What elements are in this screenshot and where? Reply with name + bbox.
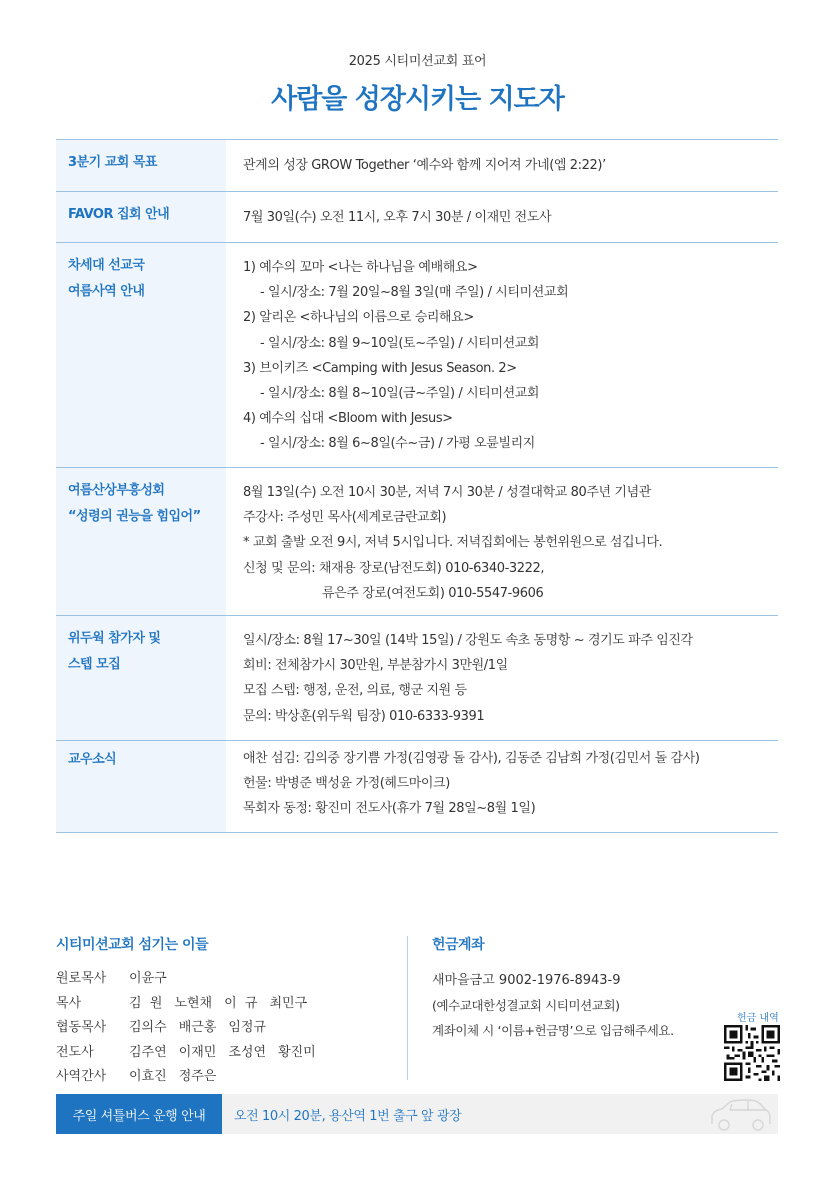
row-content <box>226 741 778 832</box>
row-content <box>226 468 778 615</box>
announcement-row-revival <box>56 468 778 616</box>
announcement-row-summer-ministry <box>56 243 778 468</box>
announcement-row-member-news <box>56 741 778 833</box>
content-line: 애찬 섬김: 김의중 장기쁨 가정(김영광 돌 감사), 김동준 김남희 가정(김민서 돌 감사) <box>243 751 700 766</box>
staff-role: 전도사 <box>56 1044 94 1060</box>
announcement-row-favor <box>56 192 778 243</box>
content-line: 헌물: 박병준 백성윤 가정(헤드마이크) <box>243 776 450 792</box>
staff-title: 시티미션교회 섬기는 이들 <box>56 937 209 953</box>
content-line: * 교회 출발 오전 9시, 저녁 5시입니다. 저녁집회에는 봉헌위원으로 섬깁니다. <box>243 535 663 551</box>
staff-name: 이효진 <box>129 1069 167 1084</box>
shuttle-bus-info: 오전 10시 20분, 용산역 1번 출구 앞 광장 <box>234 1108 462 1124</box>
staff-name: 김주연 <box>129 1044 167 1060</box>
row-content <box>226 192 778 242</box>
content-line: 8월 13일(수) 오전 10시 30분, 저녁 7시 30분 / 성결대학교 80주년 기념관 <box>243 485 651 500</box>
row-label: 여름산상부흥성회 “성령의 권능을 힘입어” <box>56 468 226 615</box>
staff-row <box>56 1041 406 1066</box>
announcement-row-goal <box>56 140 778 192</box>
offering-title: 헌금계좌 <box>432 937 485 953</box>
section-divider <box>407 936 408 1080</box>
staff-name: 최민구 <box>269 995 308 1011</box>
staff-row <box>56 1016 406 1041</box>
row-label: 차세대 선교국 여름사역 안내 <box>56 243 226 467</box>
content-line: 7월 30일(수) 오전 11시, 오후 7시 30분 / 이재민 전도사 <box>243 210 552 225</box>
content-line: - 일시/장소: 7월 20일~8월 3일(매 주일) / 시티미션교회 <box>260 285 569 301</box>
staff-name: 조성연 <box>228 1044 267 1060</box>
row-label: 3분기 교회 목표 <box>56 140 226 191</box>
content-line: 목회자 동정: 황진미 전도사(휴가 7월 28일~8월 1일) <box>243 801 536 817</box>
staff-role: 원로목사 <box>56 971 107 986</box>
content-line: 일시/장소: 8월 17~30일 (14박 15일) / 강원도 속초 동명항 ~ 경기도 파주 임진각 <box>243 633 693 648</box>
content-line: 모집 스텝: 행정, 운전, 의료, 행군 지원 등 <box>243 683 467 699</box>
motto-subtitle: 2025 시티미션교회 표어 <box>348 54 487 69</box>
staff-name: 배근홍 <box>178 1020 217 1035</box>
announcement-row-wedowalk <box>56 616 778 741</box>
content-line: 문의: 박상훈(위두웍 팀장) 010-6333-9391 <box>243 708 485 724</box>
content-line: 2) 알리온 <하나님의 이름으로 승리해요> <box>243 310 474 326</box>
page-title: 사람을 성장시키는 지도자 <box>271 84 564 115</box>
announcement-table <box>56 139 778 833</box>
content-line: - 일시/장소: 8월 6~8일(수~금) / 가평 오륜빌리지 <box>260 436 535 452</box>
row-content <box>226 616 778 740</box>
car-icon <box>708 1096 772 1132</box>
content-line: 류은주 장로(여전도회) 010-5547-9606 <box>322 585 544 601</box>
staff-row <box>56 992 406 1017</box>
content-line: 1) 예수의 꼬마 <나는 하나님을 예배해요> <box>243 260 478 275</box>
staff-role: 목사 <box>56 995 82 1011</box>
content-line: - 일시/장소: 8월 9~10일(토~주일) / 시티미션교회 <box>260 335 540 351</box>
content-line: 4) 예수의 십대 <Bloom with Jesus> <box>243 411 453 427</box>
staff-name: 이재민 <box>178 1044 217 1060</box>
staff-name: 이윤구 <box>129 971 167 986</box>
account-number: 새마을금고 9002-1976-8943-9 <box>432 973 621 988</box>
row-label: 교우소식 <box>56 741 226 832</box>
shuttle-bus-banner <box>56 1094 778 1134</box>
qr-code-icon[interactable] <box>724 1025 780 1081</box>
staff-name: 정주은 <box>178 1069 217 1084</box>
staff-name: 임정규 <box>228 1020 267 1035</box>
staff-row <box>56 967 406 992</box>
content-line: 3) 브이키즈 <Camping with Jesus Season. 2> <box>243 360 517 376</box>
content-line: 주강사: 주성민 목사(세계로금란교회) <box>243 510 447 526</box>
staff-row <box>56 1065 406 1090</box>
staff-name: 김 원 <box>129 995 163 1011</box>
content-line: 회비: 전체참가시 30만원, 부분참가시 3만원/1일 <box>243 658 508 674</box>
staff-name: 김의수 <box>129 1020 167 1035</box>
staff-role: 사역간사 <box>56 1069 107 1084</box>
staff-name: 노현채 <box>174 995 213 1011</box>
shuttle-bus-label: 주일 셔틀버스 운행 안내 <box>56 1094 222 1134</box>
qr-label: 헌금 내역 <box>737 1013 779 1024</box>
row-content <box>226 140 778 191</box>
content-line: 신청 및 문의: 채재용 장로(남전도회) 010-6340-3222, <box>243 560 545 576</box>
transfer-note: 계좌이체 시 ‘이름+헌금명’으로 입금해주세요. <box>432 1023 674 1038</box>
staff-name: 이 규 <box>224 995 258 1011</box>
content-line: - 일시/장소: 8월 8~10일(금~주일) / 시티미션교회 <box>260 386 540 402</box>
staff-name: 황진미 <box>278 1044 316 1060</box>
staff-section <box>56 934 406 1090</box>
row-label: 위두웍 참가자 및 스텝 모집 <box>56 616 226 740</box>
page-header <box>0 50 835 116</box>
row-label: FAVOR 집회 안내 <box>56 192 226 242</box>
content-line: 관계의 성장 GROW Together ‘예수와 함께 지어져 가네(엡 2:22)’ <box>243 158 606 173</box>
staff-role: 협동목사 <box>56 1020 107 1035</box>
row-content <box>226 243 778 467</box>
account-holder: (예수교대한성결교회 시티미션교회) <box>432 998 620 1013</box>
